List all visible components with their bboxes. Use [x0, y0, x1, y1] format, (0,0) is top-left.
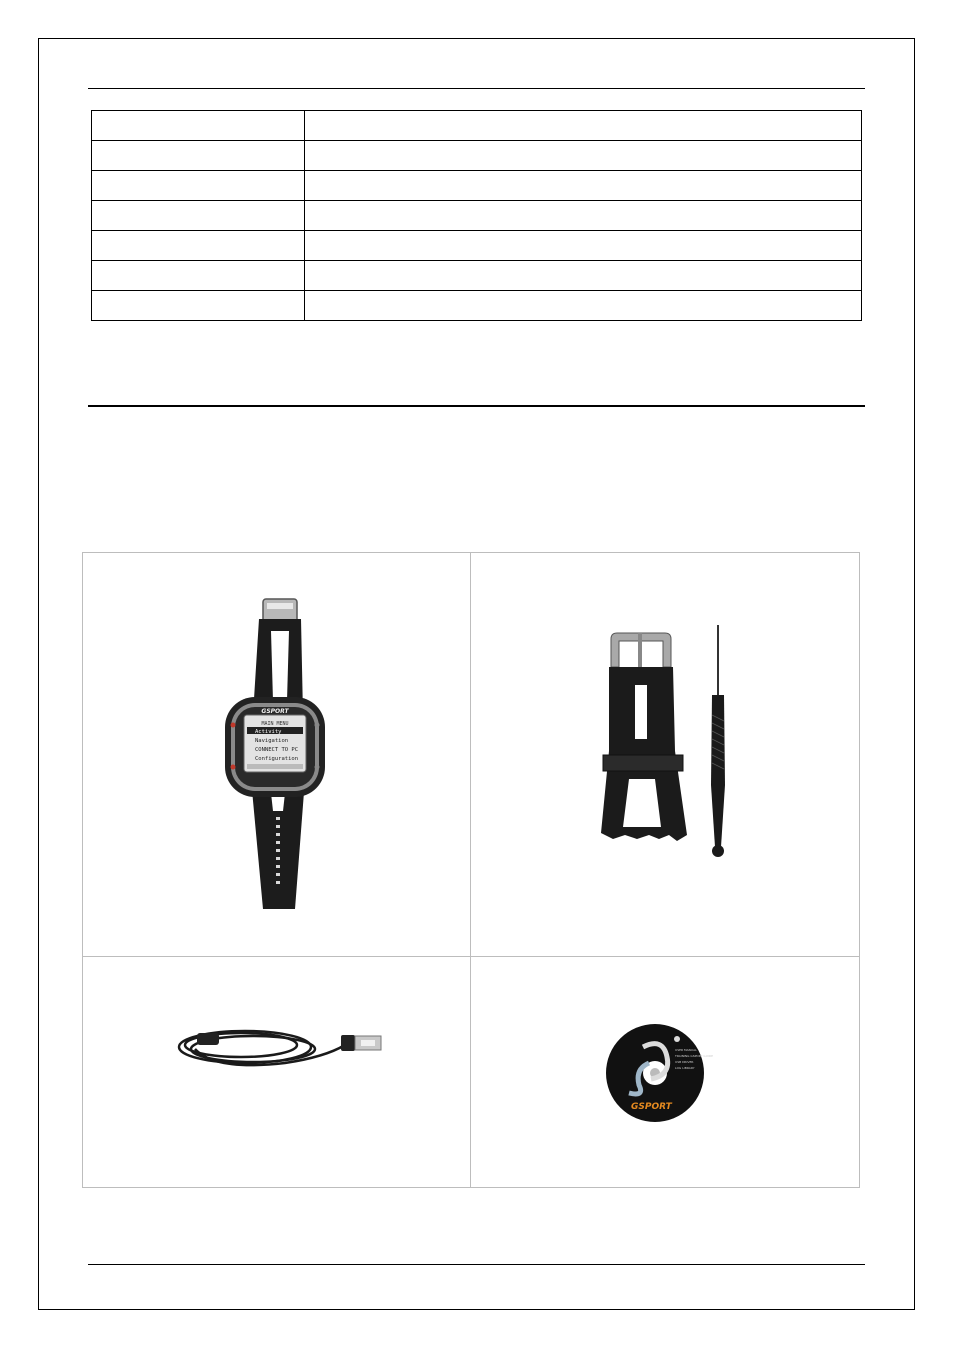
software-cd-image — [605, 1023, 714, 1123]
spec-label — [92, 231, 305, 261]
watch-brand-logo: GSPORT — [261, 708, 289, 715]
spec-label — [92, 141, 305, 171]
table-row — [92, 201, 862, 231]
gps-watch-image — [223, 597, 333, 912]
spec-table — [91, 110, 862, 321]
spec-value — [305, 291, 862, 321]
spec-value — [305, 171, 862, 201]
spec-value — [305, 261, 862, 291]
table-row — [92, 291, 862, 321]
strap-tool-cell — [471, 553, 859, 957]
watch-cell — [83, 553, 471, 957]
usb-cable-image — [175, 1019, 385, 1079]
spec-label — [92, 261, 305, 291]
spec-label — [92, 171, 305, 201]
spec-value — [305, 201, 862, 231]
header-rule — [88, 88, 865, 89]
cd-content-item: USB DRIVER — [675, 1060, 694, 1064]
usb-cable-cell — [83, 957, 471, 1187]
cd-cell — [471, 957, 859, 1187]
watch-menu-item: Activity — [255, 729, 282, 735]
section-rule — [88, 405, 865, 407]
table-row — [92, 261, 862, 291]
table-row — [92, 231, 862, 261]
cd-content-item: TRAINING GSPORT GUIDE — [675, 1054, 714, 1058]
spec-label — [92, 291, 305, 321]
table-row — [92, 141, 862, 171]
spec-label — [92, 111, 305, 141]
cd-brand-logo: GSPORT — [631, 1102, 672, 1112]
footer-rule — [88, 1264, 865, 1265]
watch-menu-item: Navigation — [255, 738, 289, 744]
spec-label — [92, 201, 305, 231]
spec-value — [305, 141, 862, 171]
watch-screen-title: MAIN MENU — [261, 721, 289, 727]
strap-and-screwdriver-image — [597, 625, 747, 865]
cd-content-item: LOG LIBRARY — [675, 1066, 695, 1070]
table-row — [92, 111, 862, 141]
table-row — [92, 171, 862, 201]
accessories-grid — [82, 552, 860, 1188]
watch-menu-item: Configuration — [255, 756, 299, 762]
cd-content-item: USER MANUAL — [675, 1048, 697, 1052]
spec-value — [305, 231, 862, 261]
spec-value — [305, 111, 862, 141]
watch-menu-item: CONNECT TO PC — [255, 747, 299, 753]
